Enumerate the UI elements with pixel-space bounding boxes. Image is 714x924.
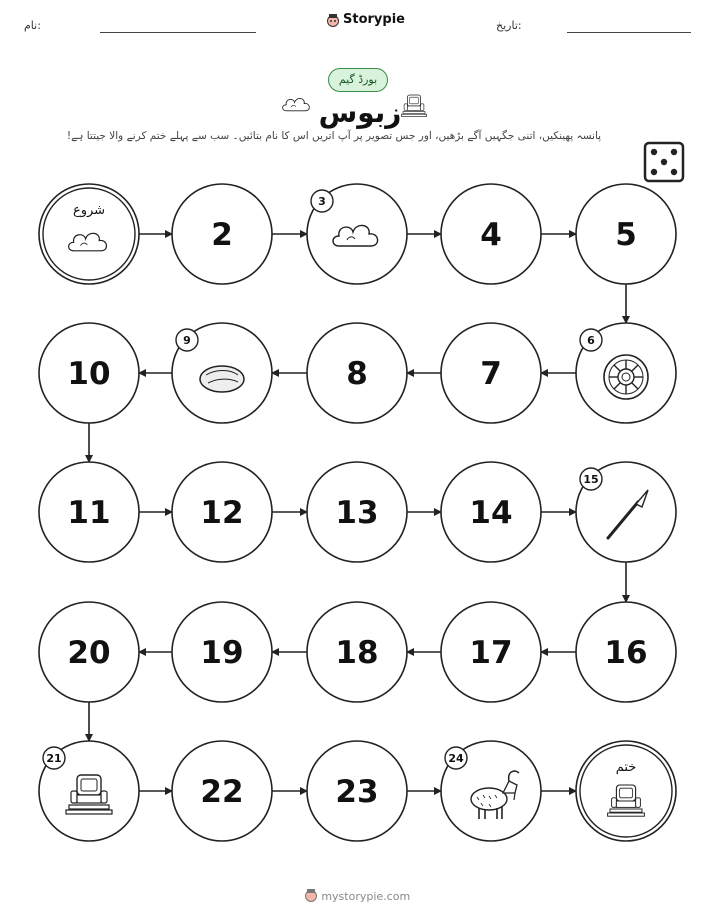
cell-number: 7 xyxy=(480,356,502,392)
cell-number: 16 xyxy=(604,635,648,671)
board-cell-4 xyxy=(441,184,541,284)
board-cell-7 xyxy=(441,323,541,423)
cell-number: 18 xyxy=(335,635,379,671)
board-cell-9 xyxy=(172,323,272,423)
cell-number: 14 xyxy=(469,495,513,531)
board-cell-11 xyxy=(39,462,139,562)
board-cell-12 xyxy=(172,462,272,562)
board-cell-21 xyxy=(39,741,139,841)
cell-number: 11 xyxy=(67,495,111,531)
board-cell-22 xyxy=(172,741,272,841)
footer-mascot-icon xyxy=(304,888,318,902)
cell-number-badge: 24 xyxy=(448,752,464,765)
wheel-icon xyxy=(604,355,648,399)
board-cell-15 xyxy=(576,462,676,562)
cell-number: 10 xyxy=(67,356,111,392)
cell-number: 20 xyxy=(67,635,111,671)
cell-number: 17 xyxy=(469,635,513,671)
cell-number: 8 xyxy=(346,356,368,392)
title-cloud-icon xyxy=(283,98,310,110)
footer-url[interactable]: mystorypie.com xyxy=(321,890,411,903)
board-cell-16 xyxy=(576,602,676,702)
bread-icon xyxy=(200,366,244,392)
board-cell-10 xyxy=(39,323,139,423)
board-cell-18 xyxy=(307,602,407,702)
board-cell-2 xyxy=(172,184,272,284)
cell-number-badge: 6 xyxy=(587,334,595,347)
board-cell-23 xyxy=(307,741,407,841)
cell-number: 13 xyxy=(335,495,379,531)
board-cell-25 xyxy=(576,741,676,841)
cell-number: 19 xyxy=(200,635,244,671)
instructions: پانسہ پھینکیں، اتنی جگہیں آگے بڑھیں، اور جس تصویر پر آپ اتریں اس کا نام بتائیں۔ سب سے پہلے ختم کرنے والا جیتتا ہے! xyxy=(66,130,602,142)
dice-icon xyxy=(645,143,683,181)
finish-label: ختم xyxy=(615,760,637,775)
cell-number: 12 xyxy=(200,495,244,531)
cell-number: 23 xyxy=(335,774,379,810)
board-game-badge: بورڈ گیم xyxy=(328,68,388,92)
board-cell-14 xyxy=(441,462,541,562)
cell-number-badge: 3 xyxy=(318,195,326,208)
name-label: نام: xyxy=(24,19,41,32)
board-cell-13 xyxy=(307,462,407,562)
board-cell-5 xyxy=(576,184,676,284)
cell-number: 4 xyxy=(480,217,502,253)
cell-number-badge: 15 xyxy=(583,473,599,486)
cell-number: 5 xyxy=(615,217,637,253)
board-cell-8 xyxy=(307,323,407,423)
cell-number-badge: 9 xyxy=(183,334,191,347)
board-cell-17 xyxy=(441,602,541,702)
board-cell-1 xyxy=(39,184,139,284)
cell-number: 2 xyxy=(211,217,233,253)
board-cell-3 xyxy=(307,184,407,284)
cell-number-badge: 21 xyxy=(46,752,62,765)
board-cell-20 xyxy=(39,602,139,702)
start-label: شروع xyxy=(72,203,106,218)
title-throne-icon xyxy=(401,95,426,116)
date-label: تاریخ: xyxy=(496,19,522,32)
board-cell-19 xyxy=(172,602,272,702)
footer xyxy=(0,888,714,903)
board-cell-24 xyxy=(441,741,541,841)
page-title: زبوس xyxy=(318,96,402,129)
board-cell-6 xyxy=(576,323,676,423)
logo-text: Storypie xyxy=(343,12,405,27)
cell-number: 22 xyxy=(200,774,244,810)
